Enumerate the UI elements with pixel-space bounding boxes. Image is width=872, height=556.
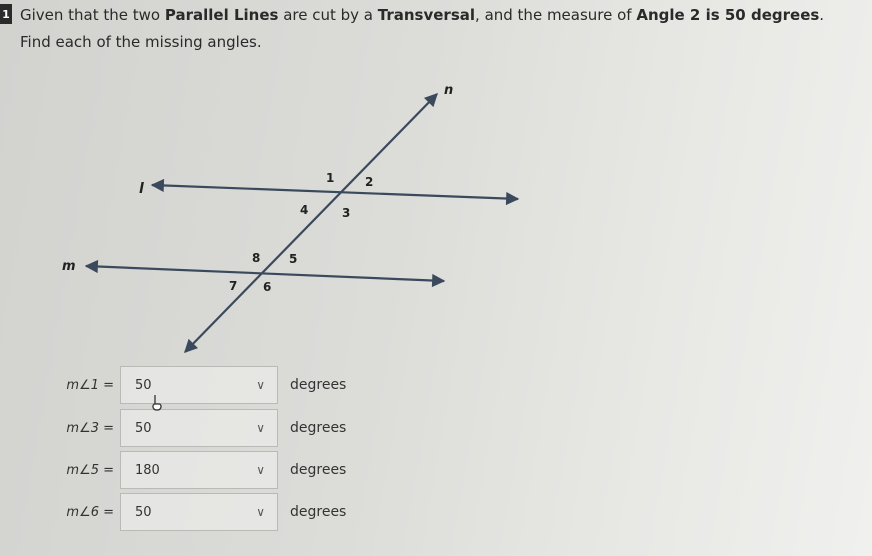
angle-3-select[interactable] [120, 409, 278, 447]
line-m [86, 266, 444, 281]
angle-1-value: 50 [135, 377, 152, 393]
angle-1-unit: degrees [290, 377, 347, 393]
answer-row-angle-3 [52, 407, 346, 449]
angle-label-6: 6 [263, 280, 272, 294]
chevron-down-icon: ∨ [256, 421, 265, 435]
angle-3-label: m∠3 = [66, 420, 114, 436]
angle-label-4: 4 [300, 203, 309, 217]
question-number: 1 [0, 4, 12, 24]
angle-1-select[interactable] [120, 366, 278, 404]
angle-6-label: m∠6 = [66, 504, 114, 520]
angle-5-value: 180 [135, 462, 160, 478]
angle-label-2: 2 [365, 175, 374, 189]
angle-6-value: 50 [135, 504, 152, 520]
prompt-line-1: Given that the two Parallel Lines are cut by a Transversal, and the measure of Angle 2 is 50 degrees. [20, 6, 825, 24]
angle-label-8: 8 [252, 251, 261, 265]
answer-row-angle-1 [52, 364, 346, 406]
chevron-down-icon: ∨ [256, 378, 265, 392]
chevron-down-icon: ∨ [256, 505, 265, 519]
angle-label-1: 1 [326, 171, 335, 185]
angle-label-7: 7 [229, 279, 238, 293]
label-n: n [444, 83, 454, 98]
angle-5-label: m∠5 = [66, 462, 114, 478]
angle-5-select[interactable] [120, 451, 278, 489]
hand-cursor-icon [150, 394, 164, 412]
angle-6-select[interactable] [120, 493, 278, 531]
label-m: m [62, 259, 76, 274]
angle-3-value: 50 [135, 420, 152, 436]
angle-label-5: 5 [289, 252, 298, 266]
angle-6-unit: degrees [290, 504, 347, 520]
transversal-n [185, 94, 437, 352]
answer-row-angle-5 [52, 449, 346, 491]
angle-3-unit: degrees [290, 420, 347, 436]
angle-1-label: m∠1 = [66, 377, 114, 393]
answer-row-angle-6 [52, 491, 346, 533]
chevron-down-icon: ∨ [256, 463, 265, 477]
angle-label-3: 3 [342, 206, 351, 220]
prompt-line-2: Find each of the missing angles. [20, 33, 262, 51]
angle-5-unit: degrees [290, 462, 347, 478]
label-l: l [139, 181, 144, 197]
